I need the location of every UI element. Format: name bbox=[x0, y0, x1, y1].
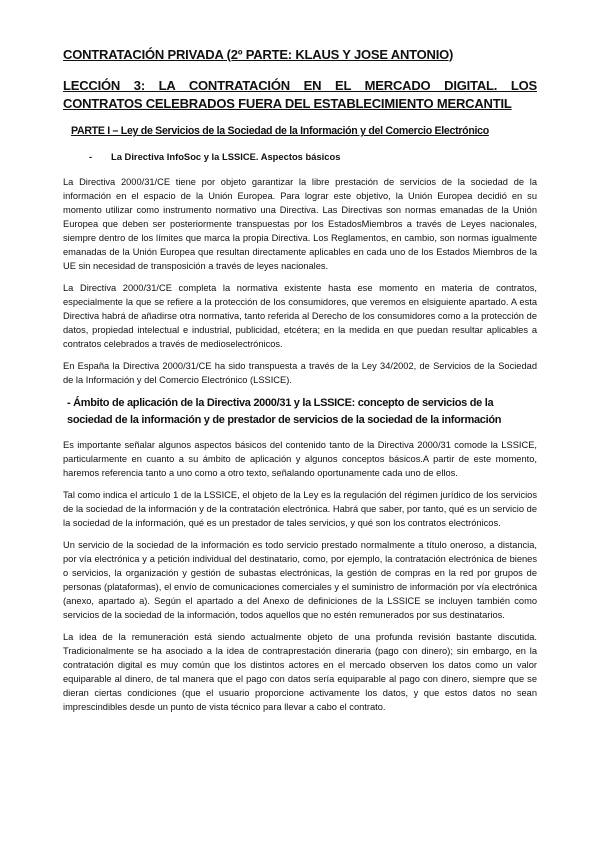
paragraph: Es importante señalar algunos aspectos básicos del contenido tanto de la Directiva 2000/31 comode la LSSICE, particularmente en cuanto a su ámbito de aplicación y algunos conceptos básicos.A partir de este momento, haremos referencia tanto a uno como a otro texto, señalando oportunamente cada uno de ellos. bbox=[63, 440, 537, 478]
part-heading: PARTE I – Ley de Servicios de la Sociedad de la Información y del Comercio Electrónico bbox=[71, 125, 489, 137]
section-heading-1 bbox=[89, 151, 340, 162]
section-heading-text: La Directiva InfoSoc y la LSSICE. Aspectos básicos bbox=[111, 151, 341, 162]
document-title: CONTRATACIÓN PRIVADA (2º PARTE: KLAUS Y JOSE ANTONIO) bbox=[63, 47, 454, 62]
paragraph: Un servicio de la sociedad de la información es todo servicio prestado normalmente a título oneroso, a distancia, por vía electrónica y a petición individual del destinatario, como, por ejemplo, la contratación electrónica de bienes o servicios, la organización y gestión de subastas electrónicas, la gestión de compras en la red por grupos de personas (plataformas), el envío de comunicaciones comerciales y el suministro de información por vía electrónica (anexo, apartado a). Según el apartado a del Anexo de definiciones de la LSSICE se incluyen también como servicios de la sociedad de la información, todos aquellos que no estén remunerados por sus destinatarios. bbox=[63, 540, 537, 620]
paragraph: La idea de la remuneración está siendo actualmente objeto de una profunda revisión bastante discutida. Tradicionalmente se ha asociado a la idea de contraprestación dineraria (pago con dinero); sin embargo, en la contratación digital es muy común que los distintos actores en el mercado observen los datos como un valor equiparable al dinero, de tal manera que el pago con datos sería equiparable al pago con dinero, siempre que se dieran ciertas condiciones (que el usuario proporcione activamente los datos, y que estos datos no sean imprescindibles desde un punto de vista técnico para llevar a cabo el contrato. bbox=[63, 632, 537, 712]
paragraph: La Directiva 2000/31/CE tiene por objeto garantizar la libre prestación de servicios de la sociedad de la información en el espacio de la Unión Europea. Para lograr este objetivo, la Unión Europea decidió en su momento utilizar como instrumento normativo una Directiva. Las Directivas son normas emanadas de la Unión Europea que deben ser posteriormente transpuestas por los EstadosMiembros a través de Leyes nacionales, siempre dentro de los límites que marca la propia Directiva. Los Reglamentos, en cambio, son normas igualmente emanadas de la Unión Europea que resultan directamente aplicables en cada uno de los Estados Miembros de la UE sin necesidad de transposición a través de leyes nacionales. bbox=[63, 177, 537, 271]
paragraph: En España la Directiva 2000/31/CE ha sido transpuesta a través de la Ley 34/2002, de Servicios de la Sociedad de la Información y del Comercio Electrónico (LSSICE). bbox=[63, 361, 537, 385]
paragraph: Tal como indica el artículo 1 de la LSSICE, el objeto de la Ley es la regulación del régimen jurídico de los servicios de la sociedad de la información y de la contratación electrónica. Habrá que saber, por tanto, qué es un servicio de la sociedad de la información, qué es un prestador de tales servicios, y qué son los contratos electrónicos. bbox=[63, 490, 537, 528]
document-body bbox=[63, 175, 537, 722]
section-heading-2: - Ámbito de aplicación de la Directiva 2000/31 y la LSSICE: concepto de servicios de la sociedad de la información y de prestador de servicios de la sociedad de la información bbox=[67, 397, 502, 426]
bullet-dash: - bbox=[89, 151, 93, 162]
paragraph: La Directiva 2000/31/CE completa la normativa existente hasta ese momento en materia de contratos, especialmente la que se refiere a la protección de los consumidores, que veremos en elsiguiente apartado. A esta Directiva habrá de añadirse otra normativa, tanto referida al Derecho de los consumidores como a la protección de datos, propiedad intelectual e industrial, publicidad, etcétera; en la medida en que puedan resultar aplicables a contratos celebrados a través de medioselectrónicos. bbox=[63, 283, 537, 349]
lesson-title: LECCIÓN 3: LA CONTRATACIÓN EN EL MERCADO DIGITAL. LOS CONTRATOS CELEBRADOS FUERA DEL ESTABLECIMIENTO MERCANTIL bbox=[63, 78, 537, 111]
